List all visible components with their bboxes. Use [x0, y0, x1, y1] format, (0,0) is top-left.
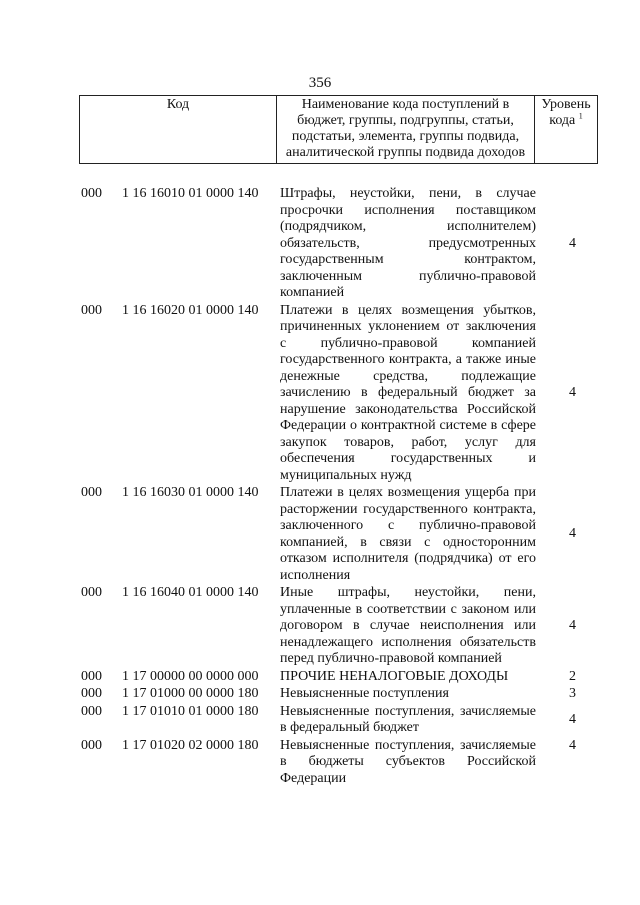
- page-number: 356: [308, 75, 332, 91]
- revenue-code: 1 17 01000 00 0000 180: [122, 686, 259, 701]
- table-row: [81, 303, 591, 485]
- header-code: Код: [80, 96, 277, 164]
- admin-code: 000: [81, 703, 102, 719]
- revenue-name: Невыясненные поступления, зачисляемые в бюджеты субъектов Российской Федерации: [280, 737, 536, 786]
- code-level: 4: [569, 526, 576, 542]
- revenue-code: 1 17 00000 00 0000 000: [122, 668, 259, 684]
- revenue-code: 1 17 01020 02 0000 180: [122, 737, 259, 753]
- footnote-marker: 1: [578, 111, 583, 121]
- admin-code: 000: [81, 302, 102, 318]
- admin-code: 000: [81, 668, 102, 684]
- admin-code: 000: [81, 686, 102, 701]
- code-level: 4: [569, 235, 576, 251]
- table-row: [81, 485, 591, 584]
- code-level: 4: [569, 618, 576, 633]
- revenue-name: Иные штрафы, неустойки, пени, уплаченные в соответствии с законом или договором в случае неисполнения или ненадлежащего исполнения обязательств перед публично-правовой компанией: [280, 585, 536, 666]
- revenue-name: ПРОЧИЕ НЕНАЛОГОВЫЕ ДОХОДЫ: [280, 668, 509, 684]
- admin-code: 000: [81, 737, 102, 753]
- table-row: [81, 704, 591, 737]
- table-row: [81, 585, 591, 668]
- revenue-name: Невыясненные поступления: [280, 686, 449, 701]
- table-row: [81, 686, 591, 703]
- table-body: [81, 186, 591, 788]
- code-level: 4: [569, 711, 576, 727]
- revenue-name: Платежи в целях возмещения ущерба при расторжении государственного контракта, заключенного с публично-правовой компанией, в связи с односторонним отказом исполнителя (подрядчика) от его исполнения: [280, 485, 536, 583]
- code-level: 4: [569, 737, 576, 753]
- revenue-code: 1 16 16040 01 0000 140: [122, 585, 259, 600]
- admin-code: 000: [81, 186, 102, 201]
- revenue-name: Штрафы, неустойки, пени, в случае просрочки исполнения поставщиком (подрядчиком, исполнителем) обязательств, предусмотренных государственным контрактом, заключенным публично-правовой компанией: [280, 186, 536, 300]
- revenue-name: Невыясненные поступления, зачисляемые в федеральный бюджет: [280, 703, 536, 735]
- revenue-code: 1 16 16020 01 0000 140: [122, 302, 259, 318]
- revenue-code: 1 17 01010 01 0000 180: [122, 703, 259, 719]
- code-level: 2: [569, 668, 576, 684]
- revenue-name: Платежи в целях возмещения убытков, причиненных уклонением от заключения с публично-правовой компанией государственного контракта, а также иные денежные средства, подлежащие зачислению в федеральный бюджет за нарушение законодательства Российской Федерации о контрактной системе в сфере закупок товаров, работ, услуг для обеспечения государственных и муниципальных нужд: [280, 302, 536, 483]
- header-name: Наименование кода поступлений в бюджет, группы, подгруппы, статьи, подстатьи, элемента, группы подвида, аналитической группы подвида доходов: [277, 96, 535, 164]
- table-row: [81, 186, 591, 302]
- revenue-code: 1 16 16010 01 0000 140: [122, 186, 259, 201]
- admin-code: 000: [81, 485, 102, 500]
- header-level: Уровень кода $^1$: [535, 96, 598, 164]
- table-row: [81, 738, 591, 788]
- table-header: [79, 95, 598, 164]
- code-level: 4: [569, 385, 576, 400]
- admin-code: 000: [81, 585, 102, 600]
- table-row: [81, 669, 591, 686]
- revenue-code: 1 16 16030 01 0000 140: [122, 485, 259, 500]
- code-level: 3: [569, 686, 576, 701]
